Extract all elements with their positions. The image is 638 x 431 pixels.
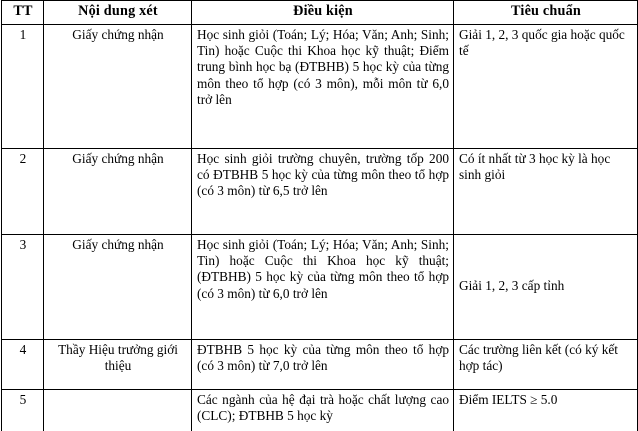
column-header-tt: TT (2, 1, 44, 25)
cell-condition: Các ngành của hệ đại trà hoặc chất lượng cao (CLC); ĐTBHB 5 học kỳ (192, 389, 454, 431)
cell-content: Giấy chứng nhận (44, 234, 192, 339)
cell-content: Thầy Hiệu trưởng giới thiệu (44, 339, 192, 389)
table-row (2, 339, 638, 389)
cell-tt: 1 (2, 24, 44, 148)
table-row (2, 24, 638, 148)
cell-content: Giấy chứng nhận (44, 24, 192, 148)
cell-condition: Học sinh giỏi trường chuyên, trường tốp 200 có ĐTBHB 5 học kỳ của từng môn theo tổ hợp (có 3 môn) từ 6,5 trở lên (192, 148, 454, 234)
cell-standard: Có ít nhất từ 3 học kỳ là học sinh giỏi (454, 148, 638, 234)
table-row (2, 234, 638, 339)
column-header-content: Nội dung xét (44, 1, 192, 25)
cell-tt: 4 (2, 339, 44, 389)
cell-condition: ĐTBHB 5 học kỳ của từng môn theo tổ hợp (có 3 môn) từ 7,0 trở lên (192, 339, 454, 389)
table-body (2, 24, 638, 431)
cell-standard: Điểm IELTS ≥ 5.0 (454, 389, 638, 431)
cell-standard: Giải 1, 2, 3 cấp tỉnh (454, 234, 638, 339)
table-header (2, 1, 638, 25)
cell-tt: 2 (2, 148, 44, 234)
table-row (2, 389, 638, 431)
table-header-row (2, 1, 638, 25)
column-header-condition: Điều kiện (192, 1, 454, 25)
cell-content (44, 389, 192, 431)
cell-condition: Học sinh giỏi (Toán; Lý; Hóa; Văn; Anh; Sinh; Tin) hoặc Cuộc thi Khoa học kỹ thuật; (ĐTBHB) 5 học kỳ của từng môn theo tổ hợp (có 3 môn) từ 6,0 trở lên (192, 234, 454, 339)
admission-criteria-table (1, 0, 638, 431)
table-row (2, 148, 638, 234)
column-header-standard: Tiêu chuẩn (454, 1, 638, 25)
cell-tt: 3 (2, 234, 44, 339)
cell-standard: Giải 1, 2, 3 quốc gia hoặc quốc tế (454, 24, 638, 148)
cell-content: Giấy chứng nhận (44, 148, 192, 234)
cell-condition: Học sinh giỏi (Toán; Lý; Hóa; Văn; Anh; Sinh; Tin) hoặc Cuộc thi Khoa học kỹ thuật; Điểm trung bình học bạ (ĐTBHB) 5 học kỳ của từng môn theo tổ hợp (có 3 môn), mỗi môn từ 6,0 trở lên (192, 24, 454, 148)
cell-tt: 5 (2, 389, 44, 431)
cell-standard: Các trường liên kết (có ký kết hợp tác) (454, 339, 638, 389)
